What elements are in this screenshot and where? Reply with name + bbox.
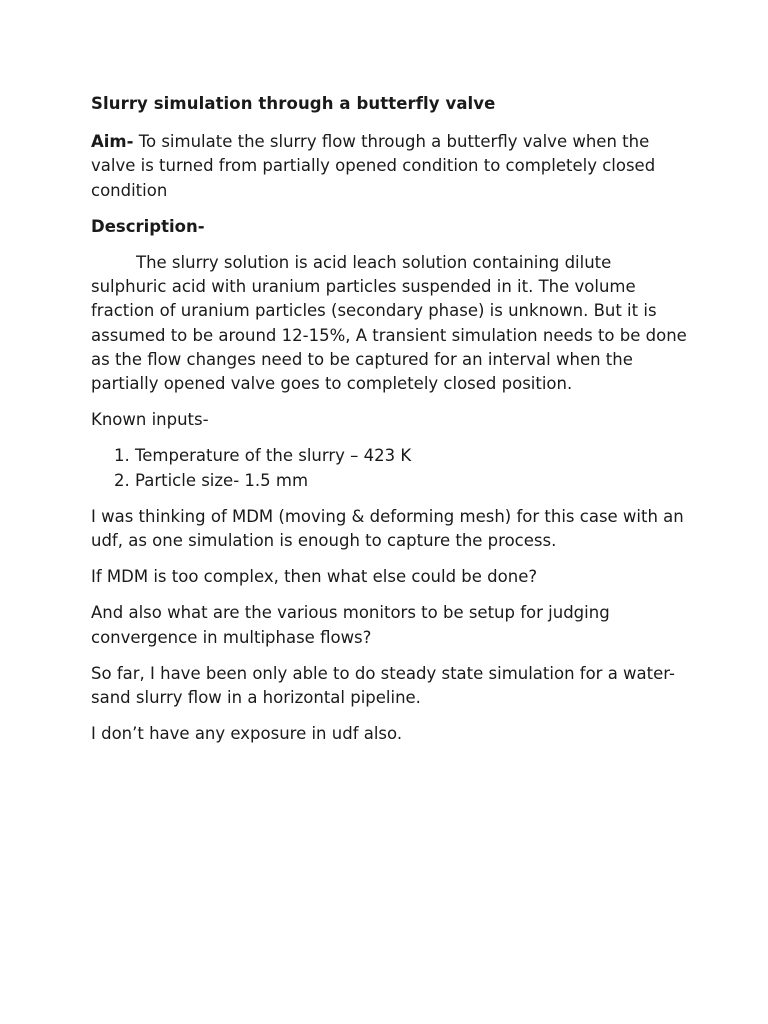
description-heading: Description- [91,216,205,236]
known-inputs-list [91,444,691,492]
description-paragraph: The slurry solution is acid leach solution containing dilute sulphuric acid with uranium particles suspended in it. The volume fraction of uranium particles (secondary phase) is unknown. But it is assumed to be around 12-15%, A transient simulation needs to be done as the flow changes need to be captured for an interval when the partially opened valve goes to completely closed position. [91,253,687,394]
document-page [91,92,691,758]
known-input-item: 1. Temperature of the slurry – 423 K [135,444,691,468]
aim-paragraph [91,130,691,203]
body-paragraph: I don’t have any exposure in udf also. [91,724,403,744]
document-title: Slurry simulation through a butterfly valve [91,94,496,113]
body-paragraph: So far, I have been only able to do steady state simulation for a water-sand slurry flow in a horizontal pipeline. [91,663,675,708]
known-inputs-label: Known inputs- [91,410,209,430]
known-input-item: 2. Particle size- 1.5 mm [135,469,691,493]
body-paragraph: I was thinking of MDM (moving & deforming mesh) for this case with an udf, as one simulation is enough to capture the process. [91,506,684,551]
body-paragraph: If MDM is too complex, then what else could be done? [91,567,538,587]
aim-label: Aim- [91,132,134,152]
aim-text: To simulate the slurry flow through a butterfly valve when the valve is turned from partially opened condition to completely closed condition [91,132,656,200]
body-paragraph: And also what are the various monitors to be setup for judging convergence in multiphase flows? [91,603,610,647]
